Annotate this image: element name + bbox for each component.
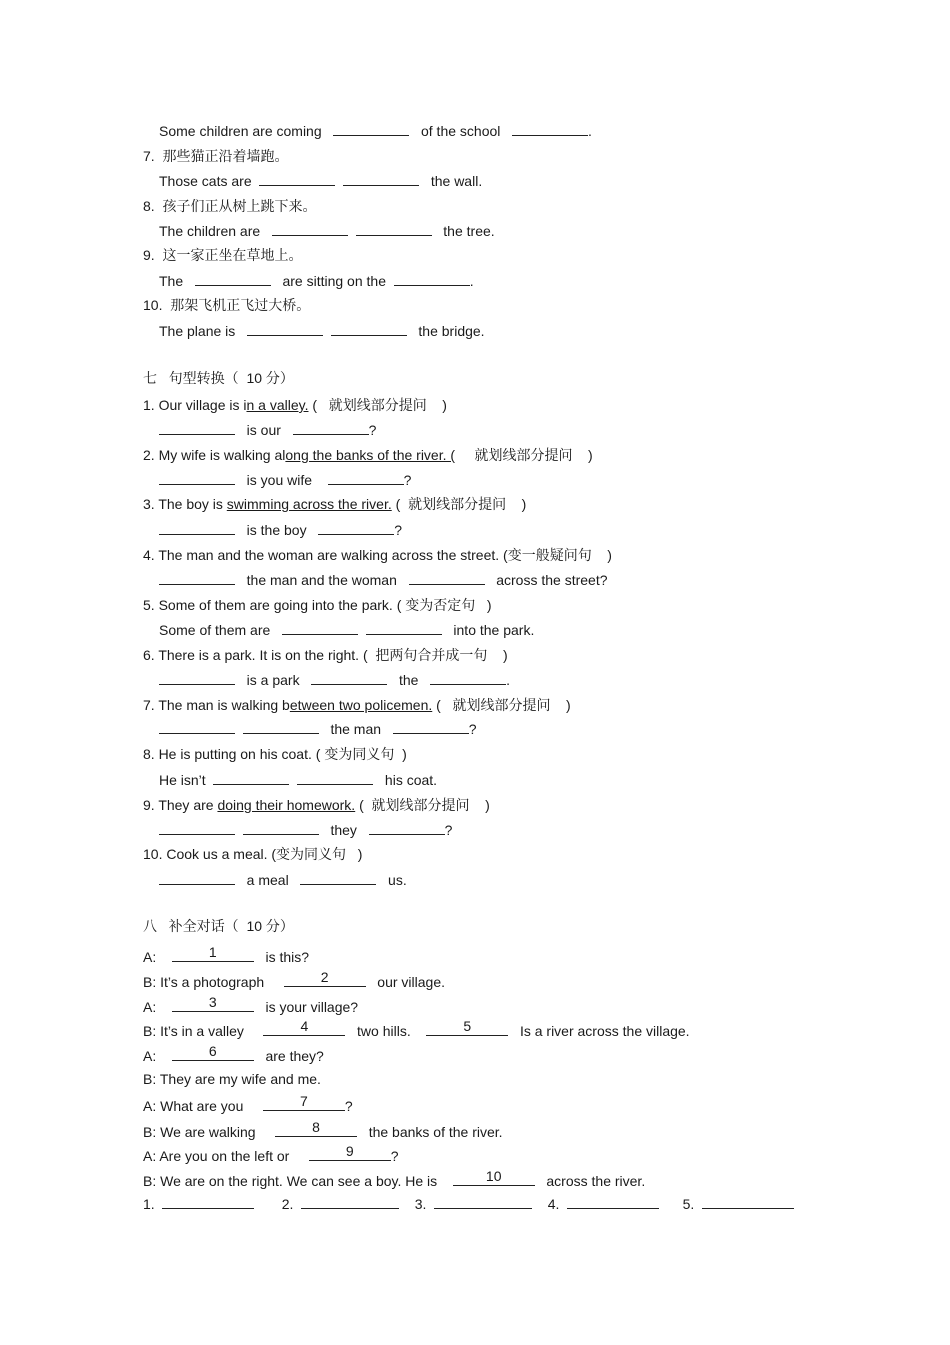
blank[interactable]	[331, 321, 407, 336]
blank[interactable]	[159, 870, 235, 885]
p7-q2: 2. My wife is walking along the banks of the river. ( 就划线部分提问 )	[143, 447, 593, 463]
blank-6[interactable]: 6	[172, 1044, 254, 1061]
blank[interactable]	[282, 620, 358, 635]
blank[interactable]	[393, 719, 469, 734]
dialogue-line-2: B: It’s a photograph 2 our village.	[143, 969, 445, 990]
dialogue-line-5: A: 6 are they?	[143, 1043, 324, 1064]
blank[interactable]	[409, 570, 485, 585]
p6-q7-cn: 7. 那些猫正沿着墙跑。	[143, 148, 289, 164]
blank[interactable]	[159, 420, 235, 435]
blank-9[interactable]: 9	[309, 1144, 391, 1161]
dialogue-line-9: A: Are you on the left or 9 ?	[143, 1143, 399, 1164]
answer-blank-3[interactable]	[434, 1194, 532, 1209]
dialogue-line-8: B: We are walking 8 the banks of the river.	[143, 1119, 503, 1140]
blank[interactable]	[247, 321, 323, 336]
p7-q3: 3. The boy is swimming across the river. ( 就划线部分提问 )	[143, 496, 527, 512]
blank-1[interactable]: 1	[172, 945, 254, 962]
blank[interactable]	[297, 770, 373, 785]
blank[interactable]	[243, 820, 319, 835]
blank-3[interactable]: 3	[172, 995, 254, 1012]
p6-line-6b: Some children are coming of the school .	[159, 123, 592, 139]
blank[interactable]	[356, 221, 432, 236]
p7-q10: 10. Cook us a meal. (变为同义句 )	[143, 846, 363, 862]
answer-blank-1[interactable]	[162, 1194, 254, 1209]
p7-q6-answer: is a park the .	[159, 670, 510, 690]
blank[interactable]	[159, 820, 235, 835]
p7-q4-answer: the man and the woman across the street?	[159, 570, 608, 590]
p7-q9-answer: they ?	[159, 820, 452, 840]
p6-q9-en: The are sitting on the .	[159, 273, 474, 289]
p7-q5: 5. Some of them are going into the park. ( 变为否定句 )	[143, 597, 492, 613]
p6-q10-en: The plane is the bridge.	[159, 323, 485, 339]
blank[interactable]	[333, 121, 409, 136]
blank[interactable]	[159, 670, 235, 685]
p6-q7-en: Those cats are the wall.	[159, 173, 483, 189]
p6-q8-cn: 8. 孩子们正从树上跳下来。	[143, 198, 317, 214]
blank[interactable]	[300, 870, 376, 885]
blank-7[interactable]: 7	[263, 1094, 345, 1111]
blank[interactable]	[159, 470, 235, 485]
blank[interactable]	[259, 171, 335, 186]
p7-q1-answer: is our ?	[159, 420, 376, 440]
p7-q8: 8. He is putting on his coat. ( 变为同义句 )	[143, 746, 407, 762]
blank-5[interactable]: 5	[426, 1019, 508, 1036]
section-8-title: 八 补全对话（ 10 分）	[143, 918, 294, 934]
p7-q10-answer: a meal us.	[159, 870, 407, 890]
blank[interactable]	[430, 670, 506, 685]
blank[interactable]	[213, 770, 289, 785]
blank[interactable]	[394, 271, 470, 286]
blank[interactable]	[195, 271, 271, 286]
blank[interactable]	[318, 520, 394, 535]
blank[interactable]	[159, 520, 235, 535]
answer-blank-4[interactable]	[567, 1194, 659, 1209]
answer-row: 1. 2. 3. 4. 5.	[143, 1194, 794, 1214]
blank[interactable]	[343, 171, 419, 186]
dialogue-line-1: A: 1 is this?	[143, 944, 310, 965]
section-7-title: 七 句型转换（ 10 分）	[143, 370, 294, 386]
p7-q3-answer: is the boy ?	[159, 520, 402, 540]
p6-q9-cn: 9. 这一家正坐在草地上。	[143, 247, 303, 263]
answer-blank-5[interactable]	[702, 1194, 794, 1209]
p7-q9: 9. They are doing their homework. ( 就划线部分提问 )	[143, 797, 490, 813]
p7-q7-answer: the man ?	[159, 719, 477, 739]
dialogue-line-4: B: It’s in a valley 4 two hills. 5 Is a river across the village.	[143, 1018, 690, 1039]
blank-2[interactable]: 2	[284, 970, 366, 987]
blank[interactable]	[243, 719, 319, 734]
blank[interactable]	[369, 820, 445, 835]
p7-q2-answer: is you wife ?	[159, 470, 411, 490]
p6-q10-cn: 10. 那架飞机正飞过大桥。	[143, 297, 311, 313]
blank-8[interactable]: 8	[275, 1120, 357, 1137]
p7-q5-answer: Some of them are into the park.	[159, 622, 535, 638]
p6-q8-en: The children are the tree.	[159, 223, 495, 239]
p7-q6: 6. There is a park. It is on the right. ( 把两句合并成一句 )	[143, 647, 508, 663]
dialogue-line-3: A: 3 is your village?	[143, 994, 359, 1015]
blank-4[interactable]: 4	[263, 1019, 345, 1036]
p7-q7: 7. The man is walking between two policemen. ( 就划线部分提问 )	[143, 697, 571, 713]
p7-q1: 1. Our village is in a valley. ( 就划线部分提问 )	[143, 397, 447, 413]
dialogue-line-6: B: They are my wife and me.	[143, 1071, 321, 1087]
blank[interactable]	[159, 570, 235, 585]
dialogue-line-7: A: What are you 7 ?	[143, 1093, 353, 1114]
blank[interactable]	[293, 420, 369, 435]
blank[interactable]	[159, 719, 235, 734]
blank[interactable]	[272, 221, 348, 236]
blank[interactable]	[328, 470, 404, 485]
blank[interactable]	[512, 121, 588, 136]
blank-10[interactable]: 10	[453, 1169, 535, 1186]
dialogue-line-10: B: We are on the right. We can see a boy. He is 10 across the river.	[143, 1168, 646, 1189]
answer-blank-2[interactable]	[301, 1194, 399, 1209]
blank[interactable]	[366, 620, 442, 635]
blank[interactable]	[311, 670, 387, 685]
p7-q8-answer: He isn’t his coat.	[159, 772, 438, 788]
p7-q4: 4. The man and the woman are walking across the street. (变一般疑问句 )	[143, 547, 612, 563]
